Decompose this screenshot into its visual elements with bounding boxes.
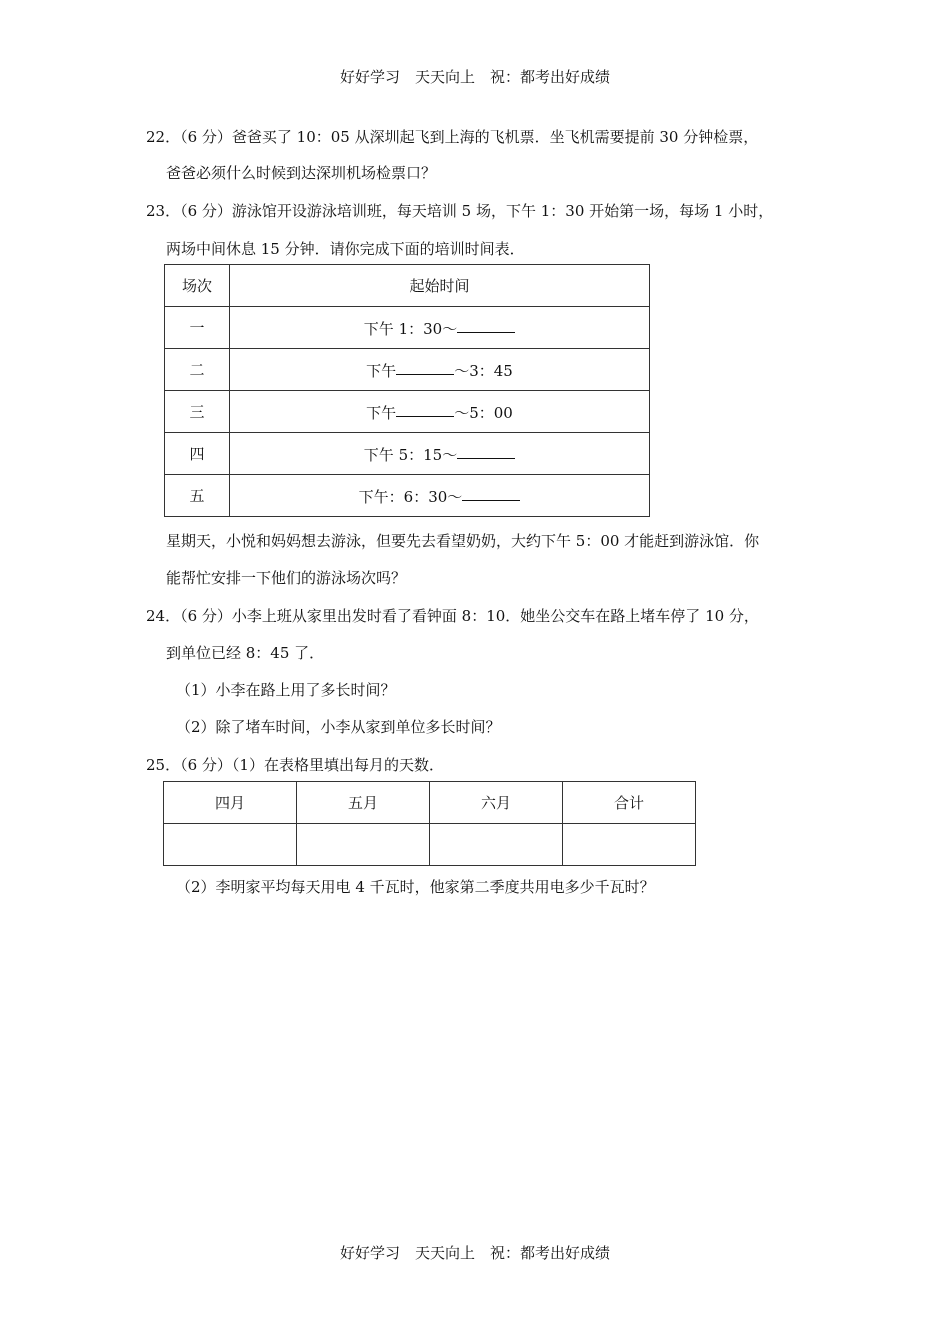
answer-cell-total[interactable] xyxy=(563,824,696,866)
q22-line1: 22．（6 分）爸爸买了 10：05 从深圳起飞到上海的飞机票．坐飞机需要提前 30 分钟检票， xyxy=(146,128,759,146)
table-header-row xyxy=(164,782,696,824)
q24-sub1: （1）小李在路上用了多长时间？ xyxy=(176,681,396,699)
time-text: 下午 5：15～ xyxy=(363,445,458,464)
time-text: ～3：45 xyxy=(454,361,513,380)
time-text: 下午 xyxy=(366,403,397,422)
q24-line2: 到单位已经 8：45 了． xyxy=(166,644,325,662)
q24-sub2: （2）除了堵车时间，小李从家到单位多长时间？ xyxy=(176,718,501,736)
q24-line1: 24．（6 分）小李上班从家里出发时看了看钟面 8：10．她坐公交车在路上堵车停了 10 分， xyxy=(146,607,759,625)
session-cell: 三 xyxy=(165,391,230,433)
page-header: 好好学习 天天向上 祝：都考出好成绩 xyxy=(339,68,610,86)
header-may: 五月 xyxy=(297,782,430,824)
q23-line4: 能帮忙安排一下他们的游泳场次吗？ xyxy=(166,569,407,587)
answer-blank[interactable] xyxy=(457,317,515,334)
training-schedule-table xyxy=(164,264,650,517)
month-days-table xyxy=(163,781,696,866)
time-text: 下午：6：30～ xyxy=(358,487,463,506)
time-text: 下午 xyxy=(366,361,397,380)
table-row xyxy=(164,824,696,866)
table-row xyxy=(165,349,650,391)
header-total: 合计 xyxy=(563,782,696,824)
time-cell xyxy=(230,349,650,391)
q23-line1: 23．（6 分）游泳馆开设游泳培训班，每天培训 5 场，下午 1：30 开始第一场，每场 1 小时， xyxy=(146,202,774,220)
header-june: 六月 xyxy=(430,782,563,824)
answer-blank[interactable] xyxy=(396,359,454,376)
header-start-time: 起始时间 xyxy=(230,265,650,307)
answer-cell-june[interactable] xyxy=(430,824,563,866)
time-cell xyxy=(230,433,650,475)
session-cell: 一 xyxy=(165,307,230,349)
time-cell xyxy=(230,475,650,517)
session-cell: 五 xyxy=(165,475,230,517)
table-row xyxy=(165,307,650,349)
header-april: 四月 xyxy=(164,782,297,824)
time-text: ～5：00 xyxy=(454,403,513,422)
q23-line3: 星期天，小悦和妈妈想去游泳，但要先去看望奶奶，大约下午 5：00 才能赶到游泳馆．你 xyxy=(166,532,760,550)
q23-line2: 两场中间休息 15 分钟．请你完成下面的培训时间表． xyxy=(166,240,525,258)
answer-cell-april[interactable] xyxy=(164,824,297,866)
q22-line2: 爸爸必须什么时候到达深圳机场检票口？ xyxy=(166,164,437,182)
answer-cell-may[interactable] xyxy=(297,824,430,866)
time-text: 下午 1：30～ xyxy=(363,319,458,338)
answer-blank[interactable] xyxy=(462,485,520,502)
header-session: 场次 xyxy=(165,265,230,307)
answer-blank[interactable] xyxy=(457,443,515,460)
q25-line1: 25．（6 分）（1）在表格里填出每月的天数． xyxy=(146,756,444,774)
session-cell: 二 xyxy=(165,349,230,391)
table-header-row xyxy=(165,265,650,307)
table-row xyxy=(165,433,650,475)
time-cell xyxy=(230,391,650,433)
table-row xyxy=(165,391,650,433)
page-footer: 好好学习 天天向上 祝：都考出好成绩 xyxy=(339,1244,610,1262)
answer-blank[interactable] xyxy=(396,401,454,418)
table-row xyxy=(165,475,650,517)
session-cell: 四 xyxy=(165,433,230,475)
q25-sub2: （2）李明家平均每天用电 4 千瓦时，他家第二季度共用电多少千瓦时？ xyxy=(176,878,655,896)
time-cell xyxy=(230,307,650,349)
